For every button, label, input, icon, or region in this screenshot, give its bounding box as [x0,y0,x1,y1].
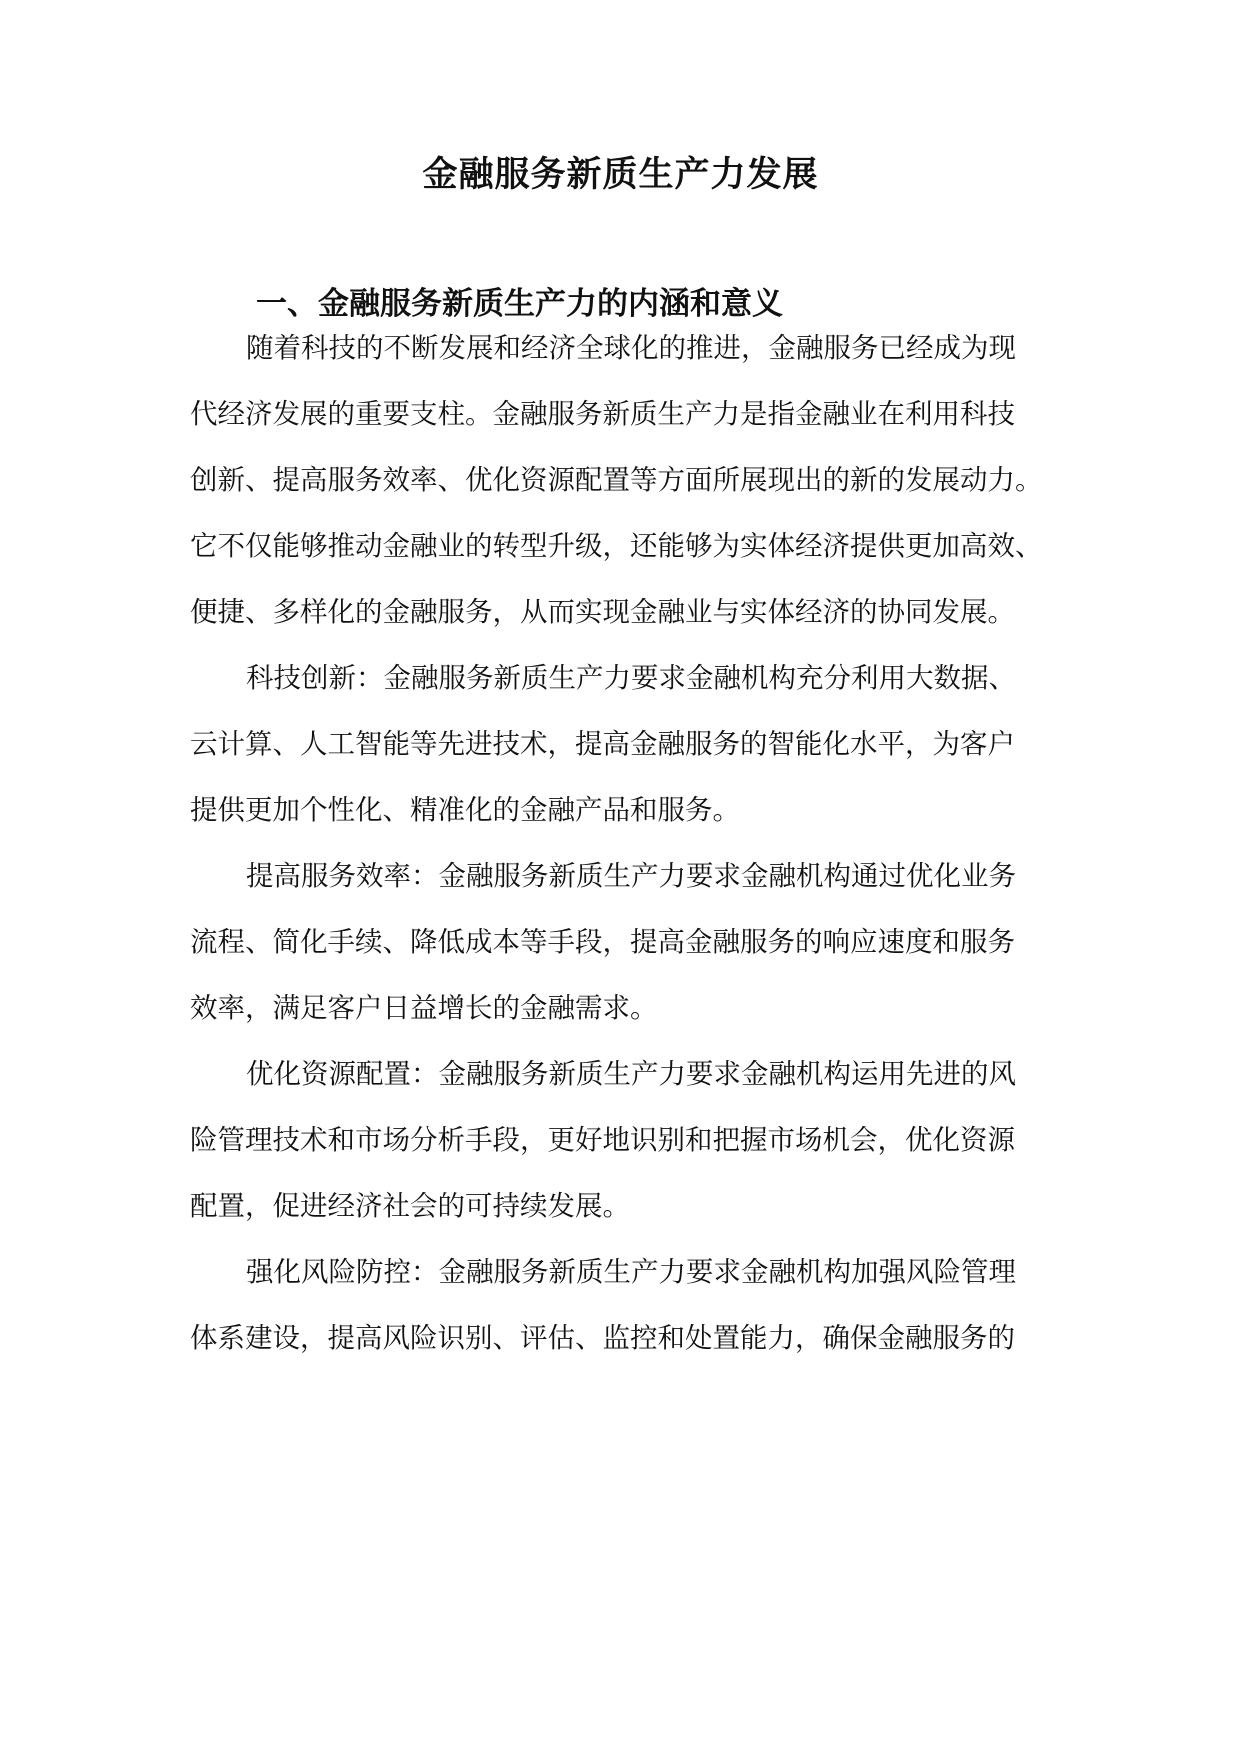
paragraph-line: 险管理技术和市场分析手段，更好地识别和把握市场机会，优化资源 [190,1124,1015,1156]
paragraph-line: 提供更加个性化、精准化的金融产品和服务。 [190,794,740,826]
paragraph-line: 创新、提高服务效率、优化资源配置等方面所展现出的新的发展动力。 [190,464,1043,496]
paragraph-line: 科技创新：金融服务新质生产力要求金融机构充分利用大数据、 [246,662,1016,694]
section-heading: 一、金融服务新质生产力的内涵和意义 [256,286,783,322]
paragraph-line: 代经济发展的重要支柱。金融服务新质生产力是指金融业在利用科技 [190,398,1015,430]
paragraph-line: 体系建设，提高风险识别、评估、监控和处置能力，确保金融服务的 [190,1322,1015,1354]
paragraph-line: 它不仅能够推动金融业的转型升级，还能够为实体经济提供更加高效、 [190,530,1043,562]
paragraph-line: 强化风险防控：金融服务新质生产力要求金融机构加强风险管理 [246,1256,1016,1288]
paragraph-line: 随着科技的不断发展和经济全球化的推进，金融服务已经成为现 [246,332,1016,364]
paragraph-line: 提高服务效率：金融服务新质生产力要求金融机构通过优化业务 [246,860,1016,892]
paragraph-line: 云计算、人工智能等先进技术，提高金融服务的智能化水平，为客户 [190,728,1015,760]
document-title: 金融服务新质生产力发展 [422,155,819,195]
paragraph-line: 效率，满足客户日益增长的金融需求。 [190,992,658,1024]
paragraph-line: 配置，促进经济社会的可持续发展。 [190,1190,630,1222]
paragraph-line: 优化资源配置：金融服务新质生产力要求金融机构运用先进的风 [246,1058,1016,1090]
paragraph-line: 便捷、多样化的金融服务，从而实现金融业与实体经济的协同发展。 [190,596,1015,628]
paragraph-line: 流程、简化手续、降低成本等手段，提高金融服务的响应速度和服务 [190,926,1015,958]
